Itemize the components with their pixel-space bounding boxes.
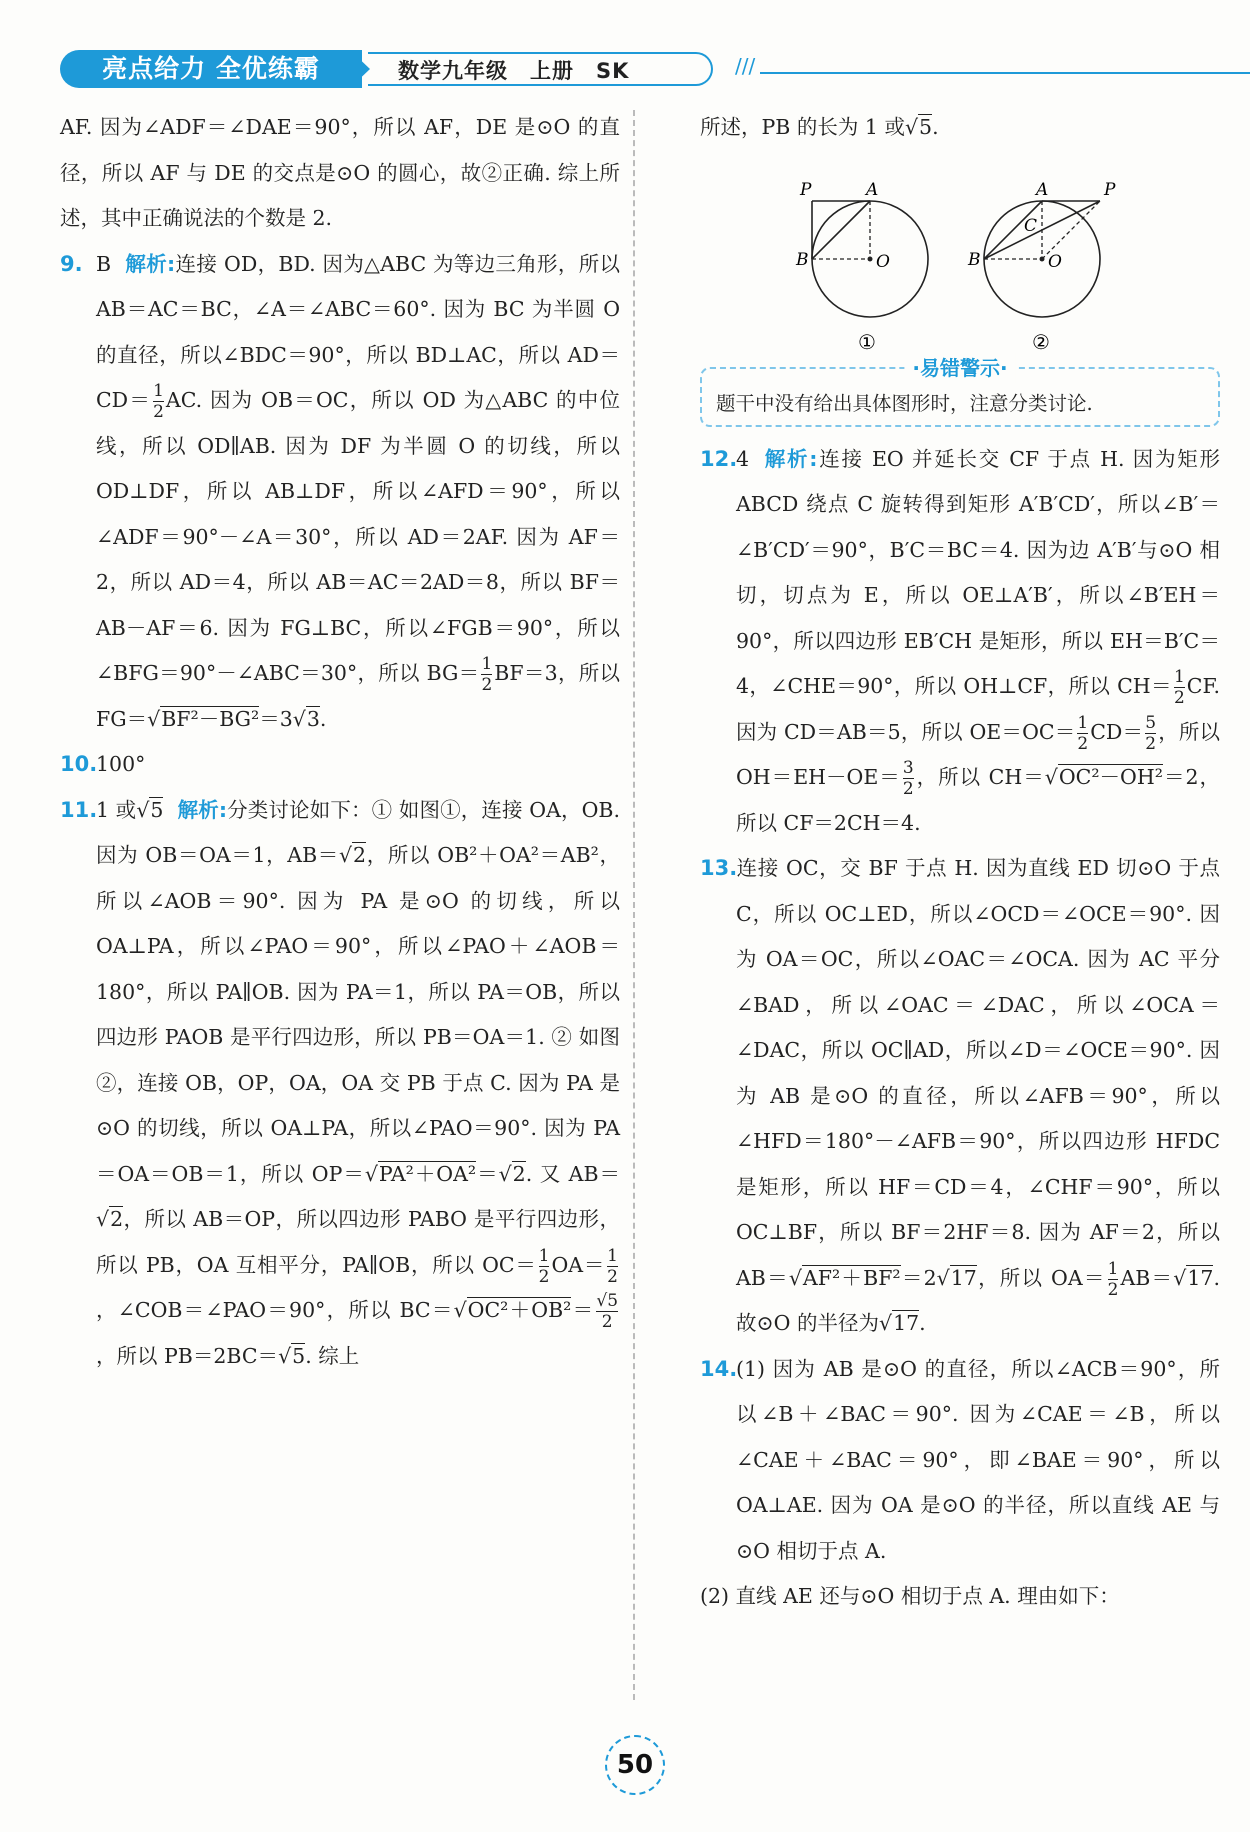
fraction: $\frac{1}{2}$ bbox=[1077, 712, 1089, 754]
question-number: 14. bbox=[700, 1356, 738, 1381]
figure-2 bbox=[967, 180, 1116, 354]
header-slashes: /// bbox=[735, 54, 756, 78]
answer-8-continued: AF. 因为∠ADF＝∠DAE＝90°，所以 AF，DE 是⊙O 的直径，所以 AF 与 DE 的交点是⊙O 的圆心，故②正确. 综上所述，其中正确说法的个数是 2. bbox=[60, 115, 620, 230]
answer-value: 100° bbox=[96, 752, 146, 776]
svg-text:O: O bbox=[876, 251, 890, 272]
fraction: $\frac{1}{2}$ bbox=[481, 654, 493, 695]
fraction: $\frac{1}{2}$ bbox=[153, 381, 164, 422]
question-number: 9. bbox=[60, 251, 83, 276]
analysis-text: BF＝3，所以 FG＝ bbox=[96, 661, 620, 731]
fraction: $\frac{1}{2}$ bbox=[1173, 667, 1185, 708]
right-column bbox=[700, 105, 1220, 1620]
analysis-text: ，所以 AB＝OP，所以四边形 PABO 是平行四边形，所以 PB，OA 互相平分，PA∥OB，所以 OC＝ bbox=[96, 1207, 620, 1277]
figures-11 bbox=[700, 159, 1220, 359]
analysis-text: ，所以 OB²＋OA²＝AB²，所以∠AOB＝90°. 因为 PA 是⊙O 的切线，所以 OA⊥PA，所以∠PAO＝90°，所以∠PAO＋∠AOB＝180°，所以 PA∥OB. 因为 PA＝1，所以 PA＝OB，所以四边形 PAOB 是平行四边形，所以 PB＝OA＝1. ② 如图②，连接 OB，OP，OA，OA 交 PB 于点 C. 因为 PA 是⊙O 的切线，所以 OA⊥PA，所以∠PAO＝90°. 因为 PA＝OA＝OB＝1，所以 OP＝ bbox=[96, 843, 620, 1186]
answer-14-part-2: (2) 直线 AE 还与⊙O 相切于点 A. 理由如下： bbox=[700, 1584, 1120, 1608]
analysis-label: 解析: bbox=[125, 251, 176, 276]
svg-text:P: P bbox=[1104, 179, 1116, 200]
fraction: $\frac{1}{2}$ bbox=[1107, 1258, 1119, 1300]
analysis-text: 分类讨论如下：① 如图①，连接 OA，OB. 因为 OB＝OA＝1，AB＝ bbox=[96, 797, 621, 867]
answer-value: B bbox=[96, 251, 112, 276]
svg-text:P: P bbox=[800, 179, 812, 200]
svg-text:C: C bbox=[1024, 215, 1038, 236]
analysis-text: 连接 OD，BD. 因为△ABC 为等边三角形，所以 AB＝AC＝BC，∠A＝∠ABC＝60°. 因为 BC 为半圆 O 的直径，所以∠BDC＝90°，所以 BD⊥AC，所以 AD＝CD＝ bbox=[96, 251, 621, 412]
geometry-figures bbox=[700, 159, 1220, 359]
svg-text:②: ② bbox=[1032, 329, 1050, 354]
question-number: 11. bbox=[60, 797, 98, 822]
left-column bbox=[60, 105, 620, 1379]
header-rule bbox=[760, 72, 1250, 74]
page-header bbox=[60, 50, 1220, 90]
brand-banner: 亮点给力 全优练霸 bbox=[60, 50, 362, 88]
fraction: $\frac{5}{2}$ bbox=[1145, 712, 1157, 754]
svg-text:A: A bbox=[866, 179, 879, 200]
answer-11-continued: 所述，PB 的长为 1 或√5. bbox=[700, 115, 939, 139]
question-number: 13. bbox=[700, 856, 738, 880]
radicand: BF²－BG² bbox=[161, 706, 260, 731]
fraction: $\frac{√5}{2}$ bbox=[596, 1291, 619, 1332]
answer-13: 13.连接 OC，交 BF 于点 H. 因为直线 ED 切⊙O 于点 C，所以 OC⊥ED，所以∠OCD＝∠OCE＝90°. 因为 OA＝OC，所以∠OAC＝∠OCA. 因为 AC 平分∠BAD，所以∠OAC＝∠DAC，所以∠OCA＝∠DAC，所以 OC∥AD，所以∠D＝∠OCE＝90°. 因为 AB 是⊙O 的直径，所以∠AFB＝90°，所以∠HFD＝180°－∠AFB＝90°，所以四边形 HFDC 是矩形，所以 HF＝CD＝4，∠CHF＝90°，所以 OC⊥BF，所以 BF＝2HF＝8. 因为 AF＝2，所以 AB＝√AF²＋BF²＝2√17，所以 OA＝ $\frac{1}{2}$ AB＝√17. 故⊙O 的半径为√17. bbox=[700, 846, 1220, 1347]
svg-text:A: A bbox=[1036, 179, 1049, 200]
subject-label: 数学九年级 上册 SK bbox=[368, 52, 713, 86]
answer-12: 12.4 解析:连接 EO 并延长交 CF 于点 H. 因为矩形 ABCD 绕点 C 旋转得到矩形 A′B′CD′，所以∠B′＝∠B′CD′＝90°，B′C＝BC＝4. 因为边 A′B′与⊙O 相切，切点为 E，所以 OE⊥A′B′，所以∠B′EH＝90°，所以四边形 EB′CH 是矩形，所以 EH＝B′C＝4，∠CHE＝90°，所以 OH⊥CF，所以 CH＝ $\frac{1}{2}$ CF. 因为 CD＝AB＝5，所以 OE＝OC＝ $\frac{1}{2}$ CD＝ $\frac{5}{2}$ ，所以 OH＝EH－OE＝ $\frac{3}{2}$ ，所以 CH＝√OC²－OH²＝2，所以 CF＝2CH＝4. bbox=[700, 437, 1220, 847]
answer-10 bbox=[60, 742, 620, 788]
svg-text:B: B bbox=[968, 249, 981, 270]
radicand: 3 bbox=[306, 706, 320, 731]
brand-banner-tail bbox=[350, 50, 370, 88]
answer-value: 1 或√5 bbox=[96, 797, 164, 822]
answer-11: 11.1 或√5 解析:分类讨论如下：① 如图①，连接 OA，OB. 因为 OB＝OA＝1，AB＝√2，所以 OB²＋OA²＝AB²，所以∠AOB＝90°. 因为 PA 是⊙O 的切线，所以 OA⊥PA，所以∠PAO＝90°，所以∠PAO＋∠AOB＝180°，所以 PA∥OB. 因为 PA＝1，所以 PA＝OB，所以四边形 PAOB 是平行四边形，所以 PB＝OA＝1. ② 如图②，连接 OB，OP，OA，OA 交 PB 于点 C. 因为 PA 是⊙O 的切线，所以 OA⊥PA，所以∠PAO＝90°. 因为 PA＝OA＝OB＝1，所以 OP＝√PA²＋OA²＝√2. 又 AB＝√2，所以 AB＝OP，所以四边形 PABO 是平行四边形，所以 PB，OA 互相平分，PA∥OB，所以 OC＝ $\frac{1}{2}$ OA＝ $\frac{1}{2}$ ，∠COB＝∠PAO＝90°，所以 BC＝√OC²＋OB²＝ $\frac{√5}{2}$ ，所以 PB＝2BC＝√5. 综上 bbox=[60, 788, 620, 1380]
question-number: 12. bbox=[700, 446, 738, 471]
question-number: 10. bbox=[60, 752, 98, 776]
warning-title: ·易错警示· bbox=[904, 353, 1015, 383]
answer-9: 9. B 解析:连接 OD，BD. 因为△ABC 为等边三角形，所以 AB＝AC＝BC，∠A＝∠ABC＝60°. 因为 BC 为半圆 O 的直径，所以∠BDC＝90°，所以 BD⊥AC，所以 AD＝CD＝ $\frac{1}{2}$ AC. 因为 OB＝OC，所以 OD 为△ABC 的中位线，所以 OD∥AB. 因为 DF 为半圆 O 的切线，所以 OD⊥DF，所以 AB⊥DF，所以∠AFD＝90°，所以∠ADF＝90°－∠A＝30°，所以 AD＝2AF. 因为 AF＝2，所以 AD＝4，所以 AB＝AC＝2AD＝8，所以 BF＝AB－AF＝6. 因为 FG⊥BC，所以∠FGB＝90°，所以∠BFG＝90°－∠ABC＝30°，所以 BG＝ $\frac{1}{2}$ BF＝3，所以 FG＝√BF²－BG²＝3√3. bbox=[60, 242, 620, 743]
fraction: $\frac{3}{2}$ bbox=[902, 758, 914, 799]
column-divider bbox=[633, 110, 635, 1700]
page-number: 50 bbox=[605, 1735, 665, 1795]
svg-text:B: B bbox=[796, 249, 809, 270]
analysis-label: 解析: bbox=[177, 797, 228, 822]
fraction: $\frac{1}{2}$ bbox=[607, 1245, 618, 1287]
warning-text: 题干中没有给出具体图形时，注意分类讨论. bbox=[716, 391, 1093, 415]
svg-text:O: O bbox=[1048, 251, 1062, 272]
answer-14: 14.(1) 因为 AB 是⊙O 的直径，所以∠ACB＝90°，所以∠B＋∠BAC＝90°. 因为∠CAE＝∠B，所以∠CAE＋∠BAC＝90°，即∠BAE＝90°，所以 OA⊥AE. 因为 OA 是⊙O 的半径，所以直线 AE 与⊙O 相切于点 A. bbox=[700, 1347, 1220, 1575]
warning-box bbox=[700, 355, 1220, 427]
analysis-label: 解析: bbox=[763, 446, 818, 471]
analysis-text: AC. 因为 OB＝OC，所以 OD 为△ABC 的中位线，所以 OD∥AB. 因为 DF 为半圆 O 的切线，所以 OD⊥DF，所以 AB⊥DF，所以∠AFD＝90°，所以∠ADF＝90°－∠A＝30°，所以 AD＝2AF. 因为 AF＝2，所以 AD＝4，所以 AB＝AC＝2AD＝8，所以 BF＝AB－AF＝6. 因为 FG⊥BC，所以∠FGB＝90°，所以∠BFG＝90°－∠ABC＝30°，所以 BG＝ bbox=[96, 388, 620, 685]
fraction: $\frac{1}{2}$ bbox=[538, 1245, 550, 1287]
answer-value: 4 bbox=[736, 446, 750, 471]
svg-text:①: ① bbox=[858, 329, 876, 354]
figure-1 bbox=[795, 180, 928, 354]
